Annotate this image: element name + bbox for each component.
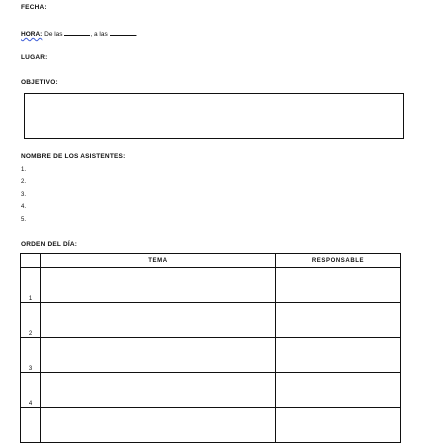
hora-to-blank[interactable]	[110, 29, 136, 36]
orden-table	[20, 253, 401, 443]
asistente-item: 5.	[21, 216, 27, 223]
table-row	[21, 268, 401, 303]
asistente-item: 1.	[21, 167, 27, 173]
table-row	[21, 373, 401, 408]
row-number: 1	[21, 268, 41, 303]
asistentes-label: NOMBRE DE LOS ASISTENTES:	[21, 153, 126, 160]
hora-end: .	[135, 31, 138, 38]
objetivo-box[interactable]	[24, 93, 404, 139]
responsable-cell[interactable]	[276, 338, 401, 373]
asistente-item: 2.	[21, 179, 27, 186]
header-tema: TEMA	[41, 254, 276, 268]
responsable-cell[interactable]	[276, 408, 401, 443]
tema-cell[interactable]	[41, 268, 276, 303]
responsable-cell[interactable]	[276, 303, 401, 338]
responsable-cell[interactable]	[276, 268, 401, 303]
table-row	[21, 303, 401, 338]
hora-from-text: De las	[44, 31, 63, 38]
table-row	[21, 408, 401, 443]
table-row	[21, 338, 401, 373]
tema-cell[interactable]	[41, 338, 276, 373]
header-responsable: RESPONSABLE	[276, 254, 401, 268]
tema-cell[interactable]	[41, 303, 276, 338]
asistente-item: 4.	[21, 204, 27, 211]
asistente-item: 3.	[21, 191, 27, 198]
lugar-label: LUGAR:	[21, 54, 48, 61]
hora-label: HORA:	[21, 31, 43, 38]
tema-cell[interactable]	[41, 408, 276, 443]
fecha-label: FECHA:	[21, 4, 47, 11]
row-number	[21, 408, 41, 443]
row-number: 2	[21, 303, 41, 338]
asistentes-list	[21, 164, 26, 226]
hora-to-text: , a las	[90, 31, 108, 38]
responsable-cell[interactable]	[276, 373, 401, 408]
row-number: 3	[21, 338, 41, 373]
hora-from-blank[interactable]	[64, 29, 90, 36]
table-header-row	[21, 254, 401, 268]
orden-label: ORDEN DEL DÍA:	[21, 241, 78, 248]
header-num	[21, 254, 41, 268]
objetivo-label: OBJETIVO:	[21, 79, 58, 86]
tema-cell[interactable]	[41, 373, 276, 408]
hora-line	[21, 29, 137, 38]
row-number: 4	[21, 373, 41, 408]
